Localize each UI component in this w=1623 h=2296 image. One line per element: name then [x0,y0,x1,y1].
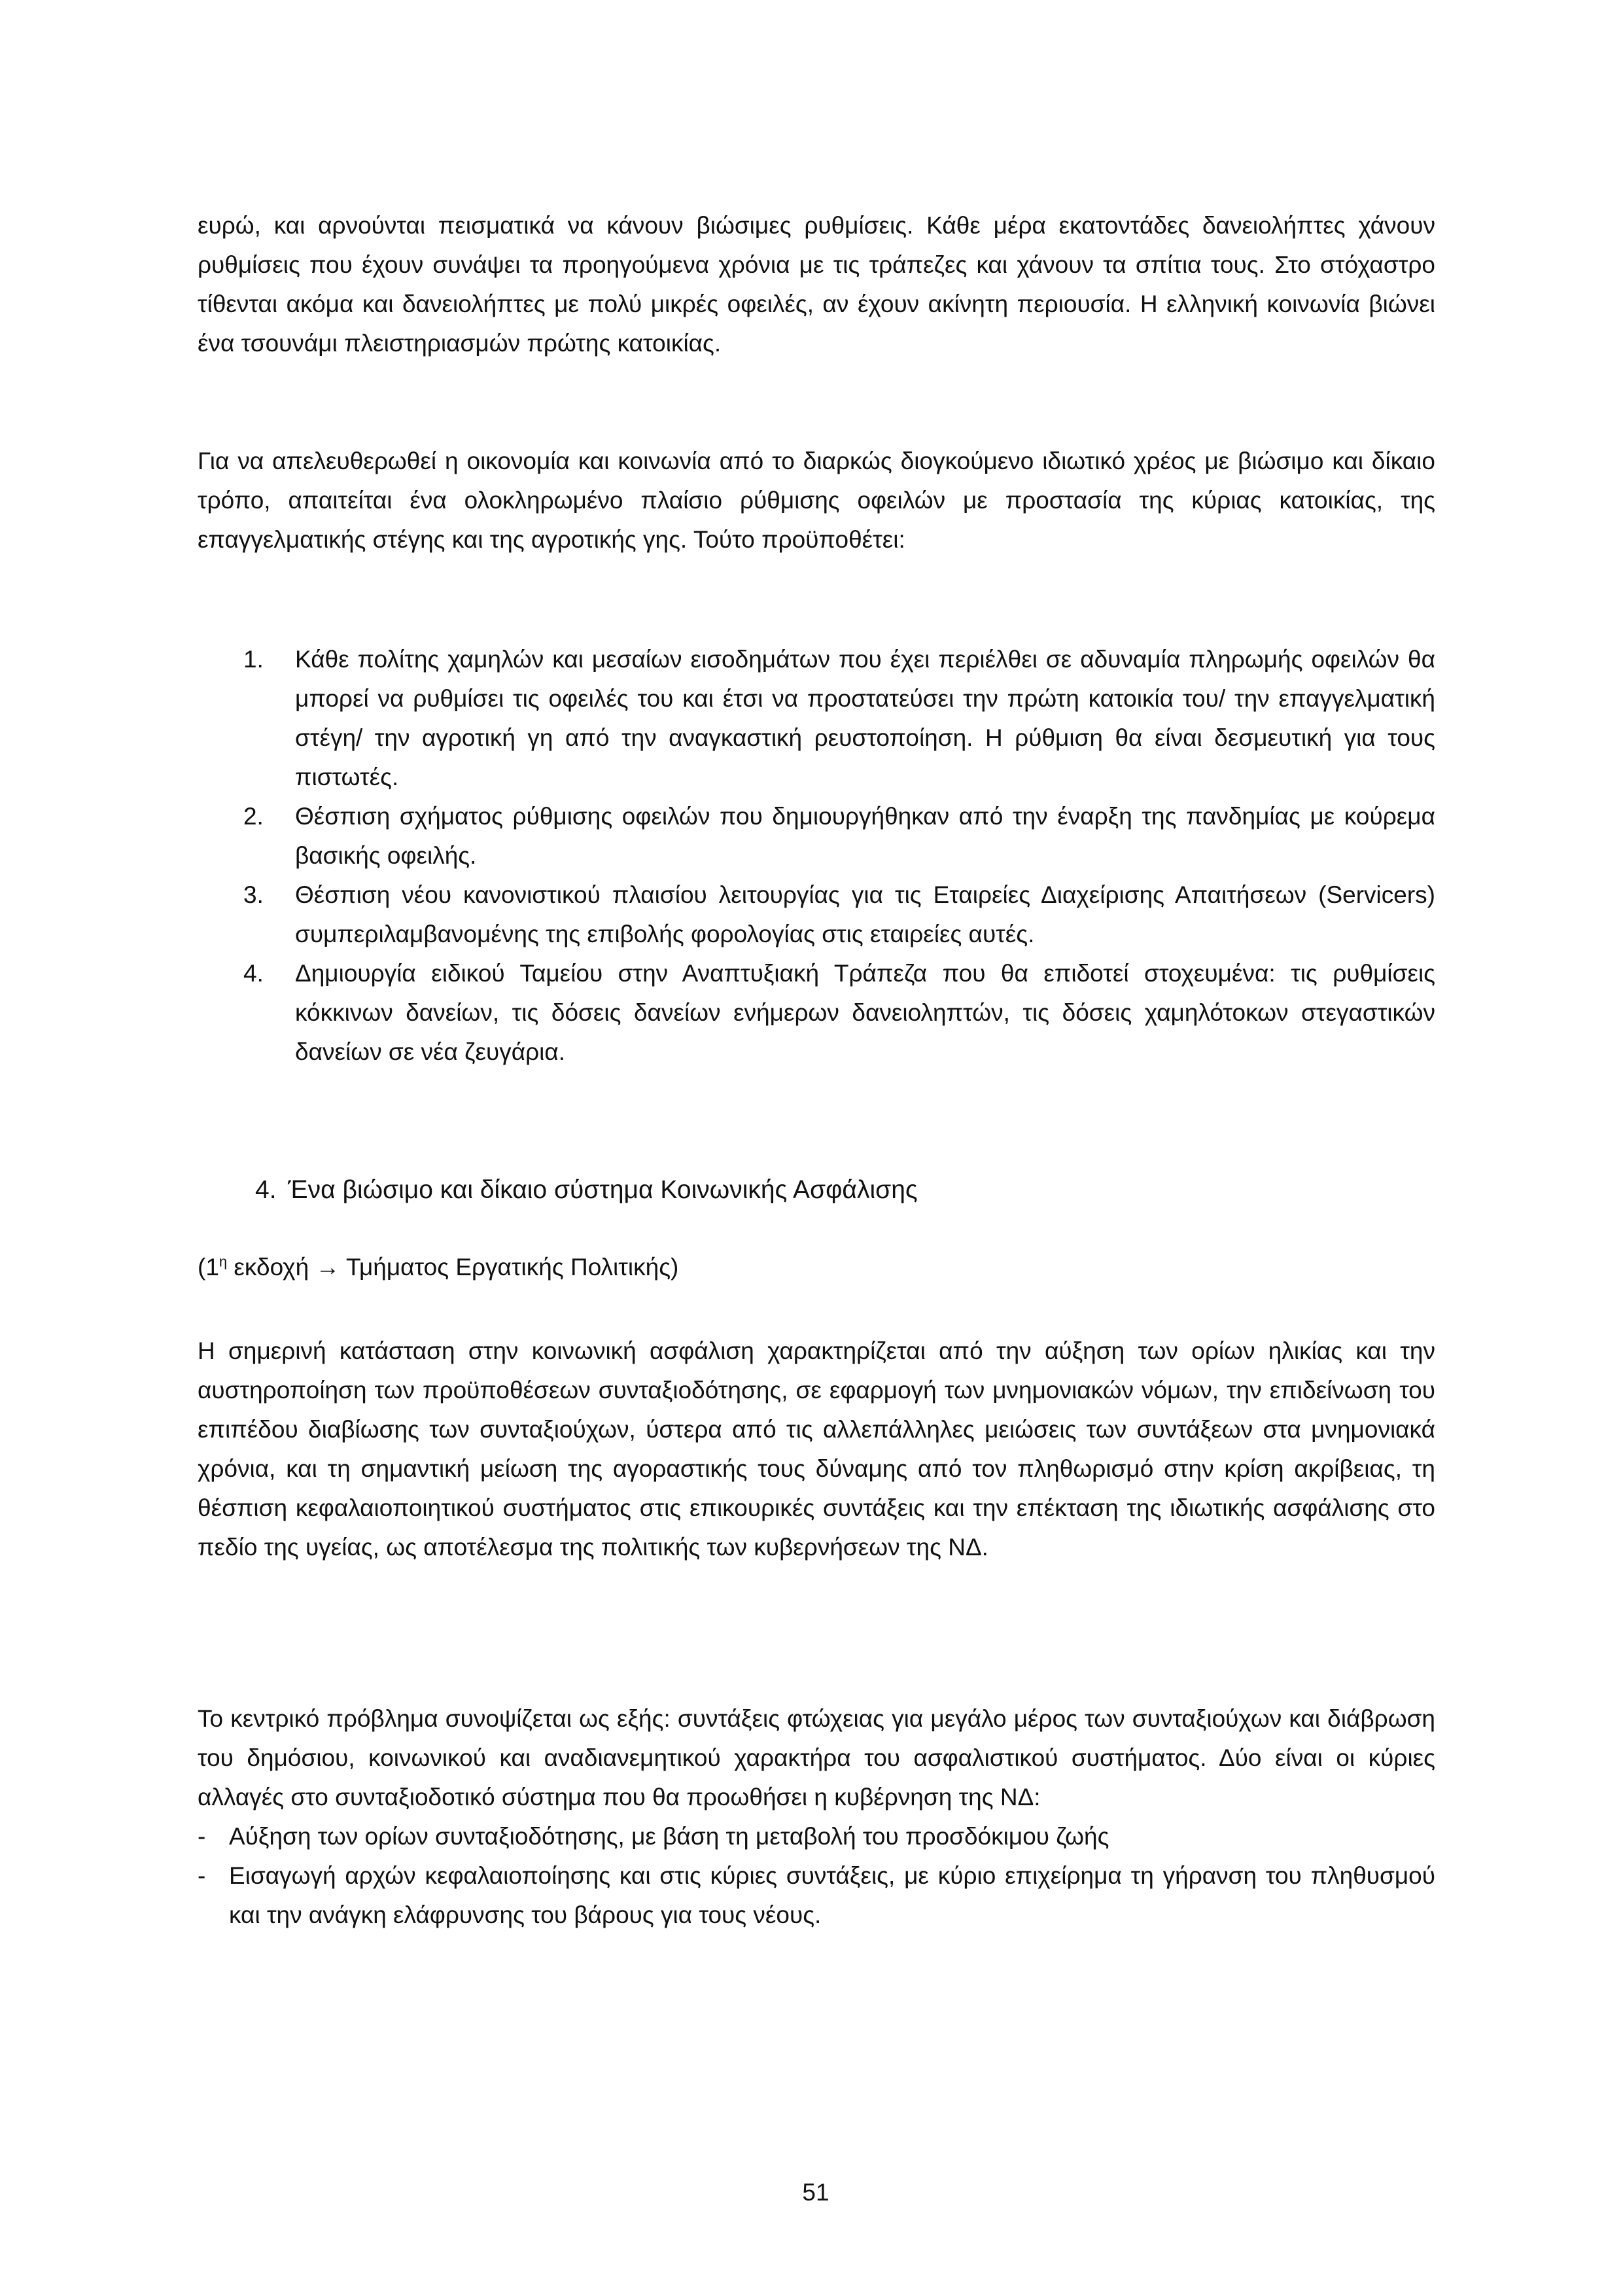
dash-mark: - [198,1823,206,1850]
list-text: Κάθε πολίτης χαμηλών και μεσαίων εισοδημάτων που έχει περιέλθει σε αδυναμία πληρωμής οφειλών θα μπορεί να ρυθμίσει τις οφειλές του και έτσι να προστατεύσει την πρώτη κατοικία του/ την επαγγελματική στέγη/ την αγροτική γη από την αναγκαστική ρευστοποίηση. Η ρύθμιση θα είναι δεσμευτική για τους πιστωτές. [295,646,1435,790]
paragraph-central-problem [198,1699,1435,1935]
section-number: 4. [255,1176,277,1204]
numbered-list [198,640,1435,1072]
page-number: 51 [802,2179,829,2206]
note-rest: Τμήματος Εργατικής Πολιτικής) [340,1254,679,1280]
list-text: Θέσπιση νέου κανονιστικού πλαισίου λειτουργίας για τις Εταιρείες Διαχείρισης Απαιτήσεων (Servicers) συμπεριλαμβανομένης της επιβολής φορολογίας στις εταιρείες αυτές. [295,881,1435,947]
section-title: Ένα βιώσιμο και δίκαιο σύστημα Κοινωνικής Ασφάλισης [288,1176,918,1204]
note-open: (1 [198,1254,219,1280]
list-text: Θέσπιση σχήματος ρύθμισης οφειλών που δημιουργήθηκαν από την έναρξη της πανδημίας με κούρεμα βασικής οφειλής. [295,803,1435,869]
paragraph-text: Για να απελευθερωθεί η οικονομία και κοινωνία από το διαρκώς διογκούμενο ιδιωτικό χρέος με βιώσιμο και δίκαιο τρόπο, απαιτείται ένα ολοκληρωμένο πλαίσιο ρύθμισης οφειλών με προστασία της κύριας κατοικίας, της επαγγελματικής στέγης και της αγροτικής γης. Τούτο προϋποθέτει: [198,448,1435,553]
paragraph-text: Το κεντρικό πρόβλημα συνοψίζεται ως εξής: συντάξεις φτώχειας για μεγάλο μέρος των συνταξιούχων και διάβρωση του δημόσιου, κοινωνικού και αναδιανεμητικού χαρακτήρα του ασφαλιστικού συστήματος. Δύο είναι οι κύριες αλλαγές στο συνταξιοδοτικό σύστημα που θα προωθήσει η κυβέρνηση της ΝΔ: [198,1705,1435,1810]
list-item [198,875,1435,954]
section-heading [255,1171,918,1210]
paragraph-text: ευρώ, και αρνούνται πεισματικά να κάνουν βιώσιμες ρυθμίσεις. Κάθε μέρα εκατοντάδες δανειολήπτες χάνουν ρυθμίσεις που έχουν συνάψει τα προηγούμενα χρόνια με τις τράπεζες και χάνουν τα σπίτια τους. Στο στόχαστρο τίθενται ακόμα και δανειολήπτες με πολύ μικρές οφειλές, αν έχουν ακίνητη περιουσία. Η ελληνική κοινωνία βιώνει ένα τσουνάμι πλειστηριασμών πρώτης κατοικίας. [198,212,1435,357]
note-sup: η [218,1253,228,1270]
list-number: 2. [243,803,264,830]
paragraph-debt-crisis [198,206,1435,363]
list-number: 3. [243,881,264,908]
version-note [198,1248,1435,1287]
dash-text: Αύξηση των ορίων συνταξιοδότησης, με βάση τη μεταβολή του προσδόκιμου ζωής [229,1823,1109,1850]
paragraph-framework [198,442,1435,559]
paragraph-current-state [198,1332,1435,1567]
list-text: Δημιουργία ειδικού Ταμείου στην Αναπτυξιακή Τράπεζα που θα επιδοτεί στοχευμένα: τις ρυθμίσεις κόκκινων δανείων, τις δόσεις δανείων ενήμερων δανειοληπτών, τις δόσεις χαμηλότοκων στεγαστικών δανείων σε νέα ζευγάρια. [295,960,1435,1065]
list-item [198,640,1435,797]
list-item [198,797,1435,875]
dash-mark: - [198,1862,206,1889]
dash-text: Εισαγωγή αρχών κεφαλαιοποίησης και στις κύριες συντάξεις, με κύριο επιχείρημα τη γήρανση του πληθυσμού και την ανάγκη ελάφρυνσης του βάρους για τους νέους. [229,1862,1435,1928]
list-number: 4. [243,960,264,987]
paragraph-text: Η σημερινή κατάσταση στην κοινωνική ασφάλιση χαρακτηρίζεται από την αύξηση των ορίων ηλικίας και την αυστηροποίηση των προϋποθέσεων συνταξιοδότησης, σε εφαρμογή των μνημονιακών νόμων, την επιδείνωση του επιπέδου διαβίωσης των συνταξιούχων, ύστερα από τις αλλεπάλληλες μειώσεις των συντάξεων στα μνημονιακά χρόνια, και τη σημαντική μείωση της αγοραστικής τους δύναμης από τον πληθωρισμό στην κρίση ακρίβειας, τη θέσπιση κεφαλαιοποιητικού συστήματος στις επικουρικές συντάξεις και την επέκταση της ιδιωτικής ασφάλισης στο πεδίο της υγείας, ως αποτέλεσμα της πολιτικής των κυβερνήσεων της ΝΔ. [198,1337,1435,1561]
arrow-right-icon: → [315,1254,340,1280]
list-number: 1. [243,646,264,673]
dash-item [198,1856,1435,1935]
dash-item [198,1817,1435,1856]
note-mid: εκδοχή [227,1254,316,1280]
list-item [198,954,1435,1072]
